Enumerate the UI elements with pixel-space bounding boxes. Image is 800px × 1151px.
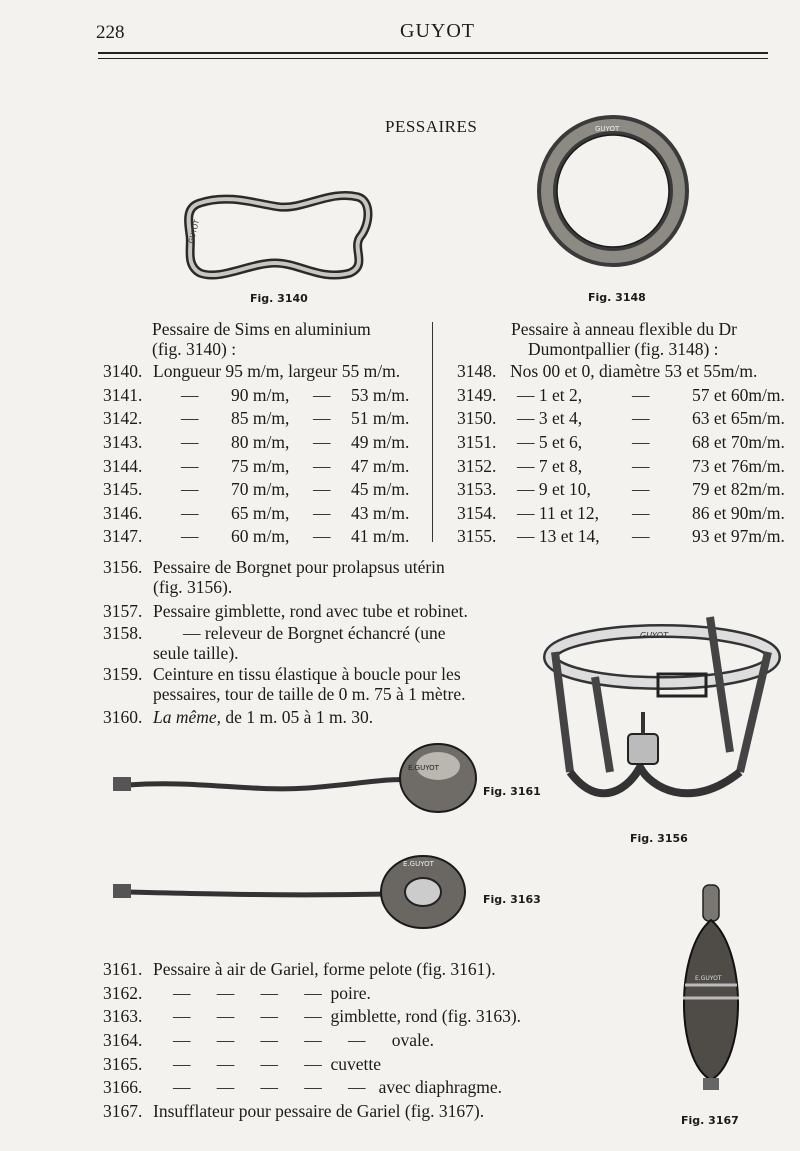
table-row: 3155. — 13 et 14, — 93 et 97m/m. bbox=[457, 526, 785, 547]
right-block-heading: Pessaire à anneau flexible du Dr bbox=[511, 319, 737, 339]
fig-3140-stamp: GUYOT bbox=[187, 218, 202, 245]
left-block-heading-line2: (fig. 3140) : bbox=[152, 339, 237, 359]
table-row: 3154. — 11 et 12, — 86 et 90m/m. bbox=[457, 502, 785, 523]
list-item: 3167. Insufflateur pour pessaire de Gariel (fig. 3167). bbox=[103, 1100, 485, 1121]
table-row: 3140. Longueur 95 m/m, largeur 55 m/m. bbox=[103, 361, 401, 382]
section-title: PESSAIRES bbox=[385, 117, 478, 136]
fig-3148-stamp: GUYOT bbox=[595, 125, 620, 133]
table-row: 3144. — 75 m/m, — 47 m/m. bbox=[103, 455, 410, 476]
entry-3156-line2: (fig. 3156). bbox=[153, 577, 233, 597]
fig-3148-illustration bbox=[535, 113, 695, 273]
table-row: 3142. — 85 m/m, — 51 m/m. bbox=[103, 408, 410, 429]
fig-3167-illustration bbox=[665, 880, 765, 1100]
table-row: 3148. Nos 00 et 0, diamètre 53 et 55m/m. bbox=[457, 361, 758, 382]
table-row: 3146. — 65 m/m, — 43 m/m. bbox=[103, 502, 410, 523]
fig-3167-stamp: E.GUYOT bbox=[695, 975, 722, 982]
fig-3161-illustration bbox=[108, 740, 478, 820]
fig-3156-stamp: GUYOT bbox=[640, 631, 668, 640]
table-row: 3151. — 5 et 6, — 68 et 70m/m. bbox=[457, 432, 785, 453]
list-item: 3163. — — — — gimblette, rond (fig. 3163). bbox=[103, 1006, 522, 1027]
list-item: 3165. — — — — cuvette bbox=[103, 1053, 382, 1074]
entry-3160: 3160. La même, de 1 m. 05 à 1 m. 30. bbox=[103, 707, 374, 727]
list-item: 3166. — — — — — avec diaphragme. bbox=[103, 1077, 503, 1098]
fig-3161-stamp: E.GUYOT bbox=[408, 764, 439, 772]
fig-3161-caption: Fig. 3161 bbox=[483, 785, 541, 798]
list-item: 3161. Pessaire à air de Gariel, forme pelote (fig. 3161). bbox=[103, 959, 496, 980]
table-row: 3145. — 70 m/m, — 45 m/m. bbox=[103, 479, 410, 500]
table-row: 3150. — 3 et 4, — 63 et 65m/m. bbox=[457, 408, 785, 429]
right-block-heading-line2: Dumontpallier (fig. 3148) : bbox=[528, 339, 719, 359]
table-row: 3153. — 9 et 10, — 79 et 82m/m. bbox=[457, 479, 785, 500]
fig-3163-stamp: E.GUYOT bbox=[403, 860, 434, 868]
fig-3156-illustration bbox=[540, 612, 790, 827]
fig-3140-caption: Fig. 3140 bbox=[250, 292, 308, 305]
entry-3156: 3156. Pessaire de Borgnet pour prolapsus utérin bbox=[103, 557, 445, 577]
column-separator bbox=[432, 322, 433, 542]
fig-3156-caption: Fig. 3156 bbox=[630, 832, 688, 845]
fig-3163-illustration bbox=[108, 850, 478, 935]
table-row: 3152. — 7 et 8, — 73 et 76m/m. bbox=[457, 455, 785, 476]
table-row: 3143. — 80 m/m, — 49 m/m. bbox=[103, 432, 410, 453]
right-size-table bbox=[457, 360, 792, 549]
entry-3159-line2: pessaires, tour de taille de 0 m. 75 à 1 mètre. bbox=[153, 684, 466, 704]
fig-3163-caption: Fig. 3163 bbox=[483, 893, 541, 906]
entry-3158-line2: seule taille). bbox=[153, 643, 239, 663]
table-row: 3141. — 90 m/m, — 53 m/m. bbox=[103, 384, 410, 405]
left-block-heading: Pessaire de Sims en aluminium bbox=[152, 319, 371, 339]
entry-3157: 3157. Pessaire gimblette, rond avec tube et robinet. bbox=[103, 601, 468, 621]
header-rule-thin bbox=[98, 58, 768, 59]
page-number: 228 bbox=[96, 22, 125, 43]
table-row: 3147. — 60 m/m, — 41 m/m. bbox=[103, 526, 410, 547]
entry-3158: 3158. — releveur de Borgnet échancré (une bbox=[103, 623, 446, 643]
left-size-table bbox=[103, 360, 428, 549]
fig-3148-caption: Fig. 3148 bbox=[588, 291, 646, 304]
list-item: 3162. — — — — poire. bbox=[103, 982, 371, 1003]
header-rule bbox=[98, 52, 768, 54]
entry-3159: 3159. Ceinture en tissu élastique à boucle pour les bbox=[103, 664, 461, 684]
bottom-list bbox=[103, 958, 521, 1123]
fig-3167-caption: Fig. 3167 bbox=[681, 1114, 739, 1127]
table-row: 3149. — 1 et 2, — 57 et 60m/m. bbox=[457, 384, 785, 405]
page-header-title: GUYOT bbox=[400, 20, 475, 42]
list-item: 3164. — — — — — ovale. bbox=[103, 1030, 435, 1051]
fig-3140-illustration bbox=[180, 185, 375, 285]
